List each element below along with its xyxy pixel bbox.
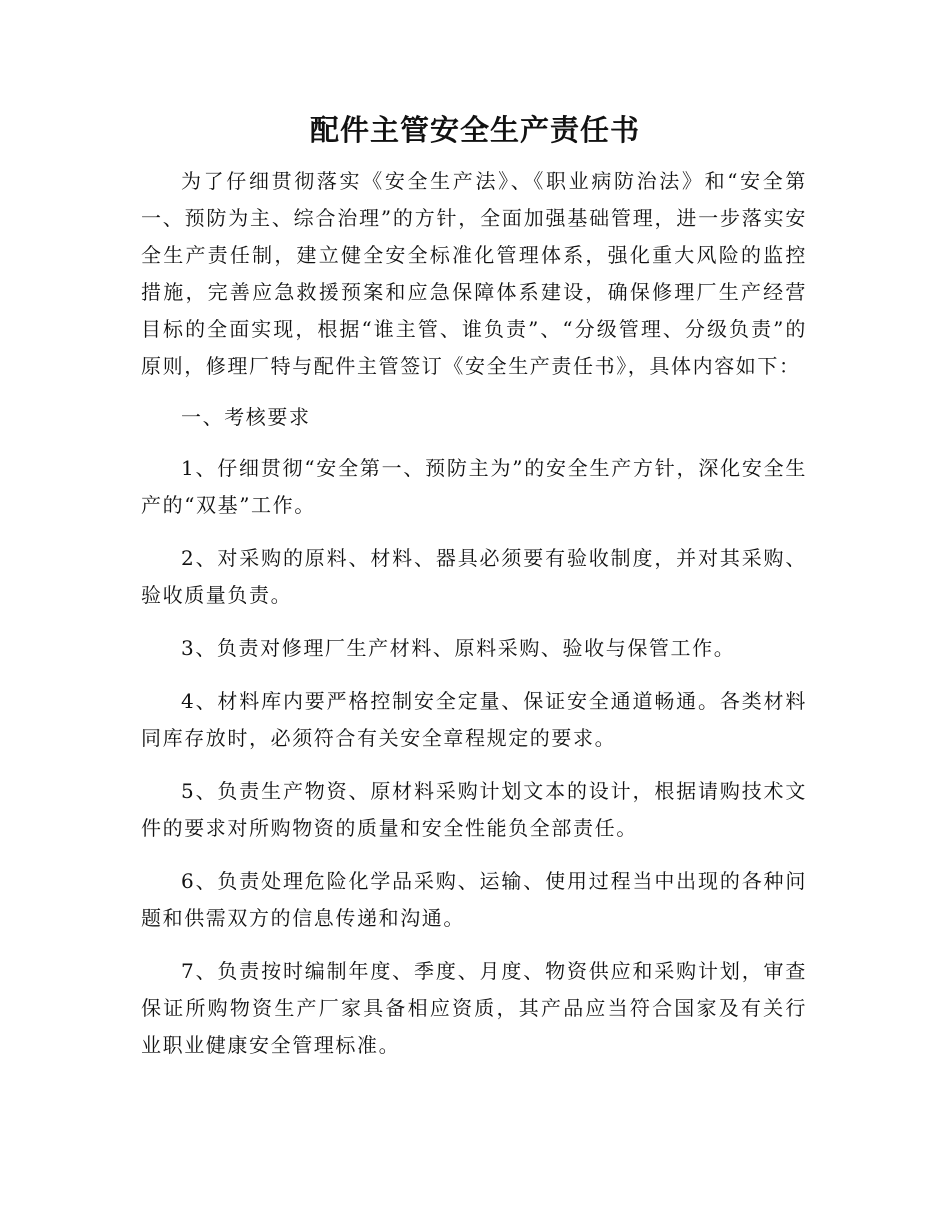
requirement-item-7: 7、负责按时编制年度、季度、月度、物资供应和采购计划，审查保证所购物资生产厂家具备相应资质，其产品应当符合国家及有关行业职业健康安全管理标准。 — [141, 959, 807, 1057]
intro-paragraph: 为了仔细贯彻落实《安全生产法》、《职业病防治法》和“安全第一、预防为主、综合治理”的方针，全面加强基础管理，进一步落实安全生产责任制，建立健全安全标准化管理体系，强化重大风险的监控措施，完善应急救援预案和应急保障体系建设，确保修理厂生产经营目标的全面实现，根据“谁主管、谁负责”、“分级管理、分级负责”的原则，修理厂特与配件主管签订《安全生产责任书》，具体内容如下： — [141, 169, 807, 378]
requirement-item-1: 1、仔细贯彻“安全第一、预防主为”的安全生产方针，深化安全生产的“双基”工作。 — [141, 456, 807, 517]
requirement-item-3: 3、负责对修理厂生产材料、原料采购、验收与保管工作。 — [181, 636, 736, 660]
document-body — [141, 163, 807, 1080]
requirement-item-6: 6、负责处理危险化学品采购、运输、使用过程当中出现的各种问题和供需双方的信息传递和沟通。 — [141, 869, 807, 930]
section-heading: 一、考核要求 — [181, 405, 311, 429]
document-title: 配件主管安全生产责任书 — [309, 113, 640, 147]
requirement-item-2: 2、对采购的原料、材料、器具必须要有验收制度，并对其采购、验收质量负责。 — [141, 546, 807, 607]
requirement-item-4: 4、材料库内要严格控制安全定量、保证安全通道畅通。各类材料同库存放时，必须符合有关安全章程规定的要求。 — [141, 689, 807, 750]
requirement-item-5: 5、负责生产物资、原材料采购计划文本的设计，根据请购技术文件的要求对所购物资的质量和安全性能负全部责任。 — [141, 779, 807, 840]
